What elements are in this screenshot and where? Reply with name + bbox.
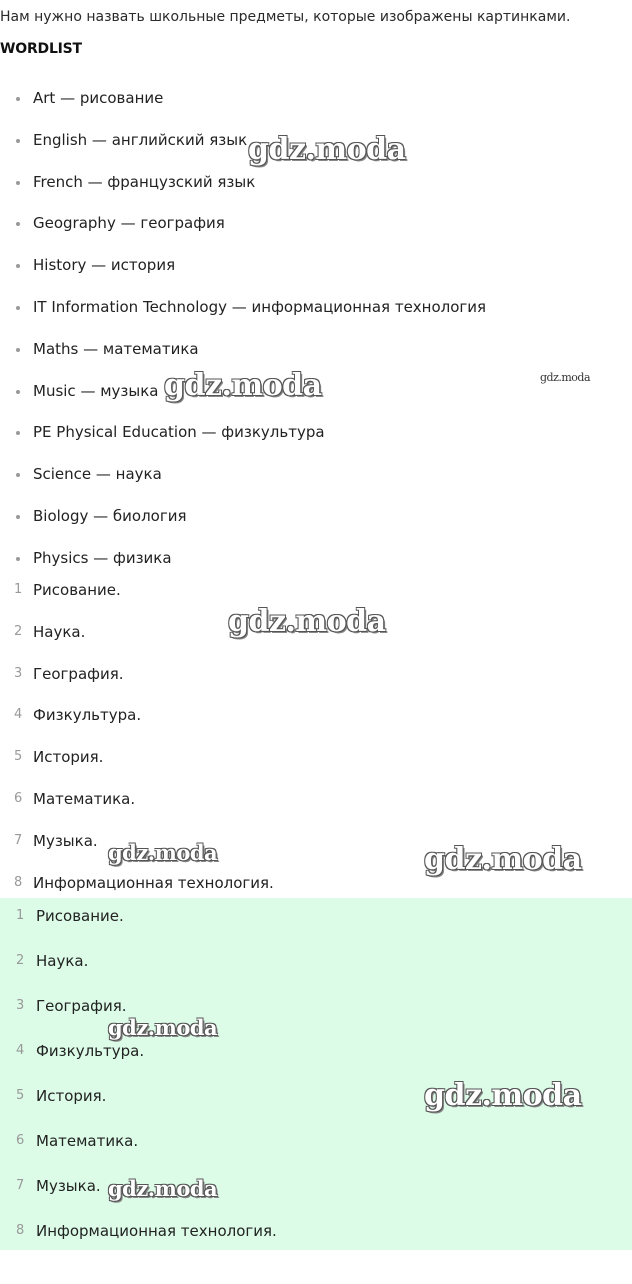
list-item [0,705,274,747]
list-item [0,297,486,339]
item-text: Математика. [36,1132,139,1150]
bullet-icon [16,348,20,352]
list-item [0,422,486,464]
item-text: История. [33,748,104,767]
wordlist-entry: French — французский язык [33,172,256,191]
item-text: Наука. [33,622,86,641]
list-item [0,1131,277,1176]
item-number: 5 [16,1088,25,1103]
list-item [0,172,486,214]
item-text: Математика. [33,789,136,808]
list-item [0,1086,277,1131]
item-number: 6 [16,1133,25,1148]
wordlist-entry: Physics — физика [33,548,172,567]
wordlist-entry: Maths — математика [33,339,199,358]
watermark: gdz.moda [228,604,386,639]
list-item [0,951,277,996]
wordlist-entry: Art — рисование [33,89,164,107]
list-item [0,506,486,548]
bullet-icon [16,473,20,477]
list-item [0,130,486,172]
list-item [0,255,486,297]
item-number: 2 [16,953,25,968]
item-text: География. [33,664,124,683]
wordlist-entry: History — история [33,256,176,275]
item-text: Музыка. [33,831,98,850]
item-text: Информационная технология. [33,873,274,892]
item-text: История. [36,1087,107,1105]
item-number: 8 [16,1223,25,1238]
watermark: gdz.moda [108,1015,218,1040]
bullet-icon [16,306,20,310]
item-text: Физкультура. [36,1042,145,1060]
bullet-icon [16,515,20,519]
list-item [0,789,274,831]
item-text: Рисование. [33,581,121,599]
item-number: 3 [14,665,23,681]
item-number: 1 [16,908,25,923]
item-text: Физкультура. [33,706,142,725]
wordlist-entry: PE Physical Education — физкультура [33,423,325,442]
bullet-icon [16,139,20,143]
wordlist-entry: IT Information Technology — информационная технология [33,297,487,316]
wordlist-entry: Biology — биология [33,506,187,525]
wordlist-entry: Geography — география [33,214,225,233]
item-number: 7 [16,1178,25,1193]
item-text: География. [36,997,127,1015]
wordlist-entry: Music — музыка [33,381,159,400]
list-item [0,1041,277,1086]
watermark: gdz.moda [108,1176,218,1201]
watermark: gdz.moda [164,368,322,403]
item-number: 3 [16,998,25,1013]
item-number: 1 [14,582,23,597]
answer-list [0,906,277,1266]
watermark: gdz.moda [424,1078,582,1113]
bullet-icon [16,264,20,268]
item-text: Рисование. [36,907,124,925]
bullet-icon [16,557,20,561]
item-number: 7 [14,832,23,848]
bullet-icon [16,390,20,394]
item-number: 8 [14,874,23,890]
wordlist-entry: English — английский язык [33,130,248,149]
watermark: gdz.moda [248,132,406,167]
wordlist [0,88,486,590]
list-item [0,747,274,789]
item-number: 5 [14,749,23,765]
item-number: 4 [14,707,23,723]
watermark: gdz.moda [540,371,591,384]
intro-text: Нам нужно назвать школьные предметы, которые изображены картинками. [0,9,571,25]
watermark: gdz.moda [108,840,218,865]
list-item [0,1221,277,1266]
wordlist-heading: WORDLIST [0,41,82,57]
item-number: 6 [14,790,23,806]
wordlist-entry: Science — наука [33,465,162,484]
bullet-icon [16,181,20,185]
list-item [0,464,486,506]
item-text: Информационная технология. [36,1222,277,1240]
watermark: gdz.moda [424,842,582,877]
bullet-icon [16,431,20,435]
answer-block [0,898,632,1250]
item-text: Музыка. [36,1177,101,1195]
bullet-icon [16,97,20,101]
item-number: 4 [16,1043,25,1058]
list-item [0,664,274,706]
item-text: Наука. [36,952,89,970]
list-item [0,88,486,130]
item-number: 2 [14,623,23,639]
list-item [0,213,486,255]
bullet-icon [16,222,20,226]
list-item [0,906,277,951]
